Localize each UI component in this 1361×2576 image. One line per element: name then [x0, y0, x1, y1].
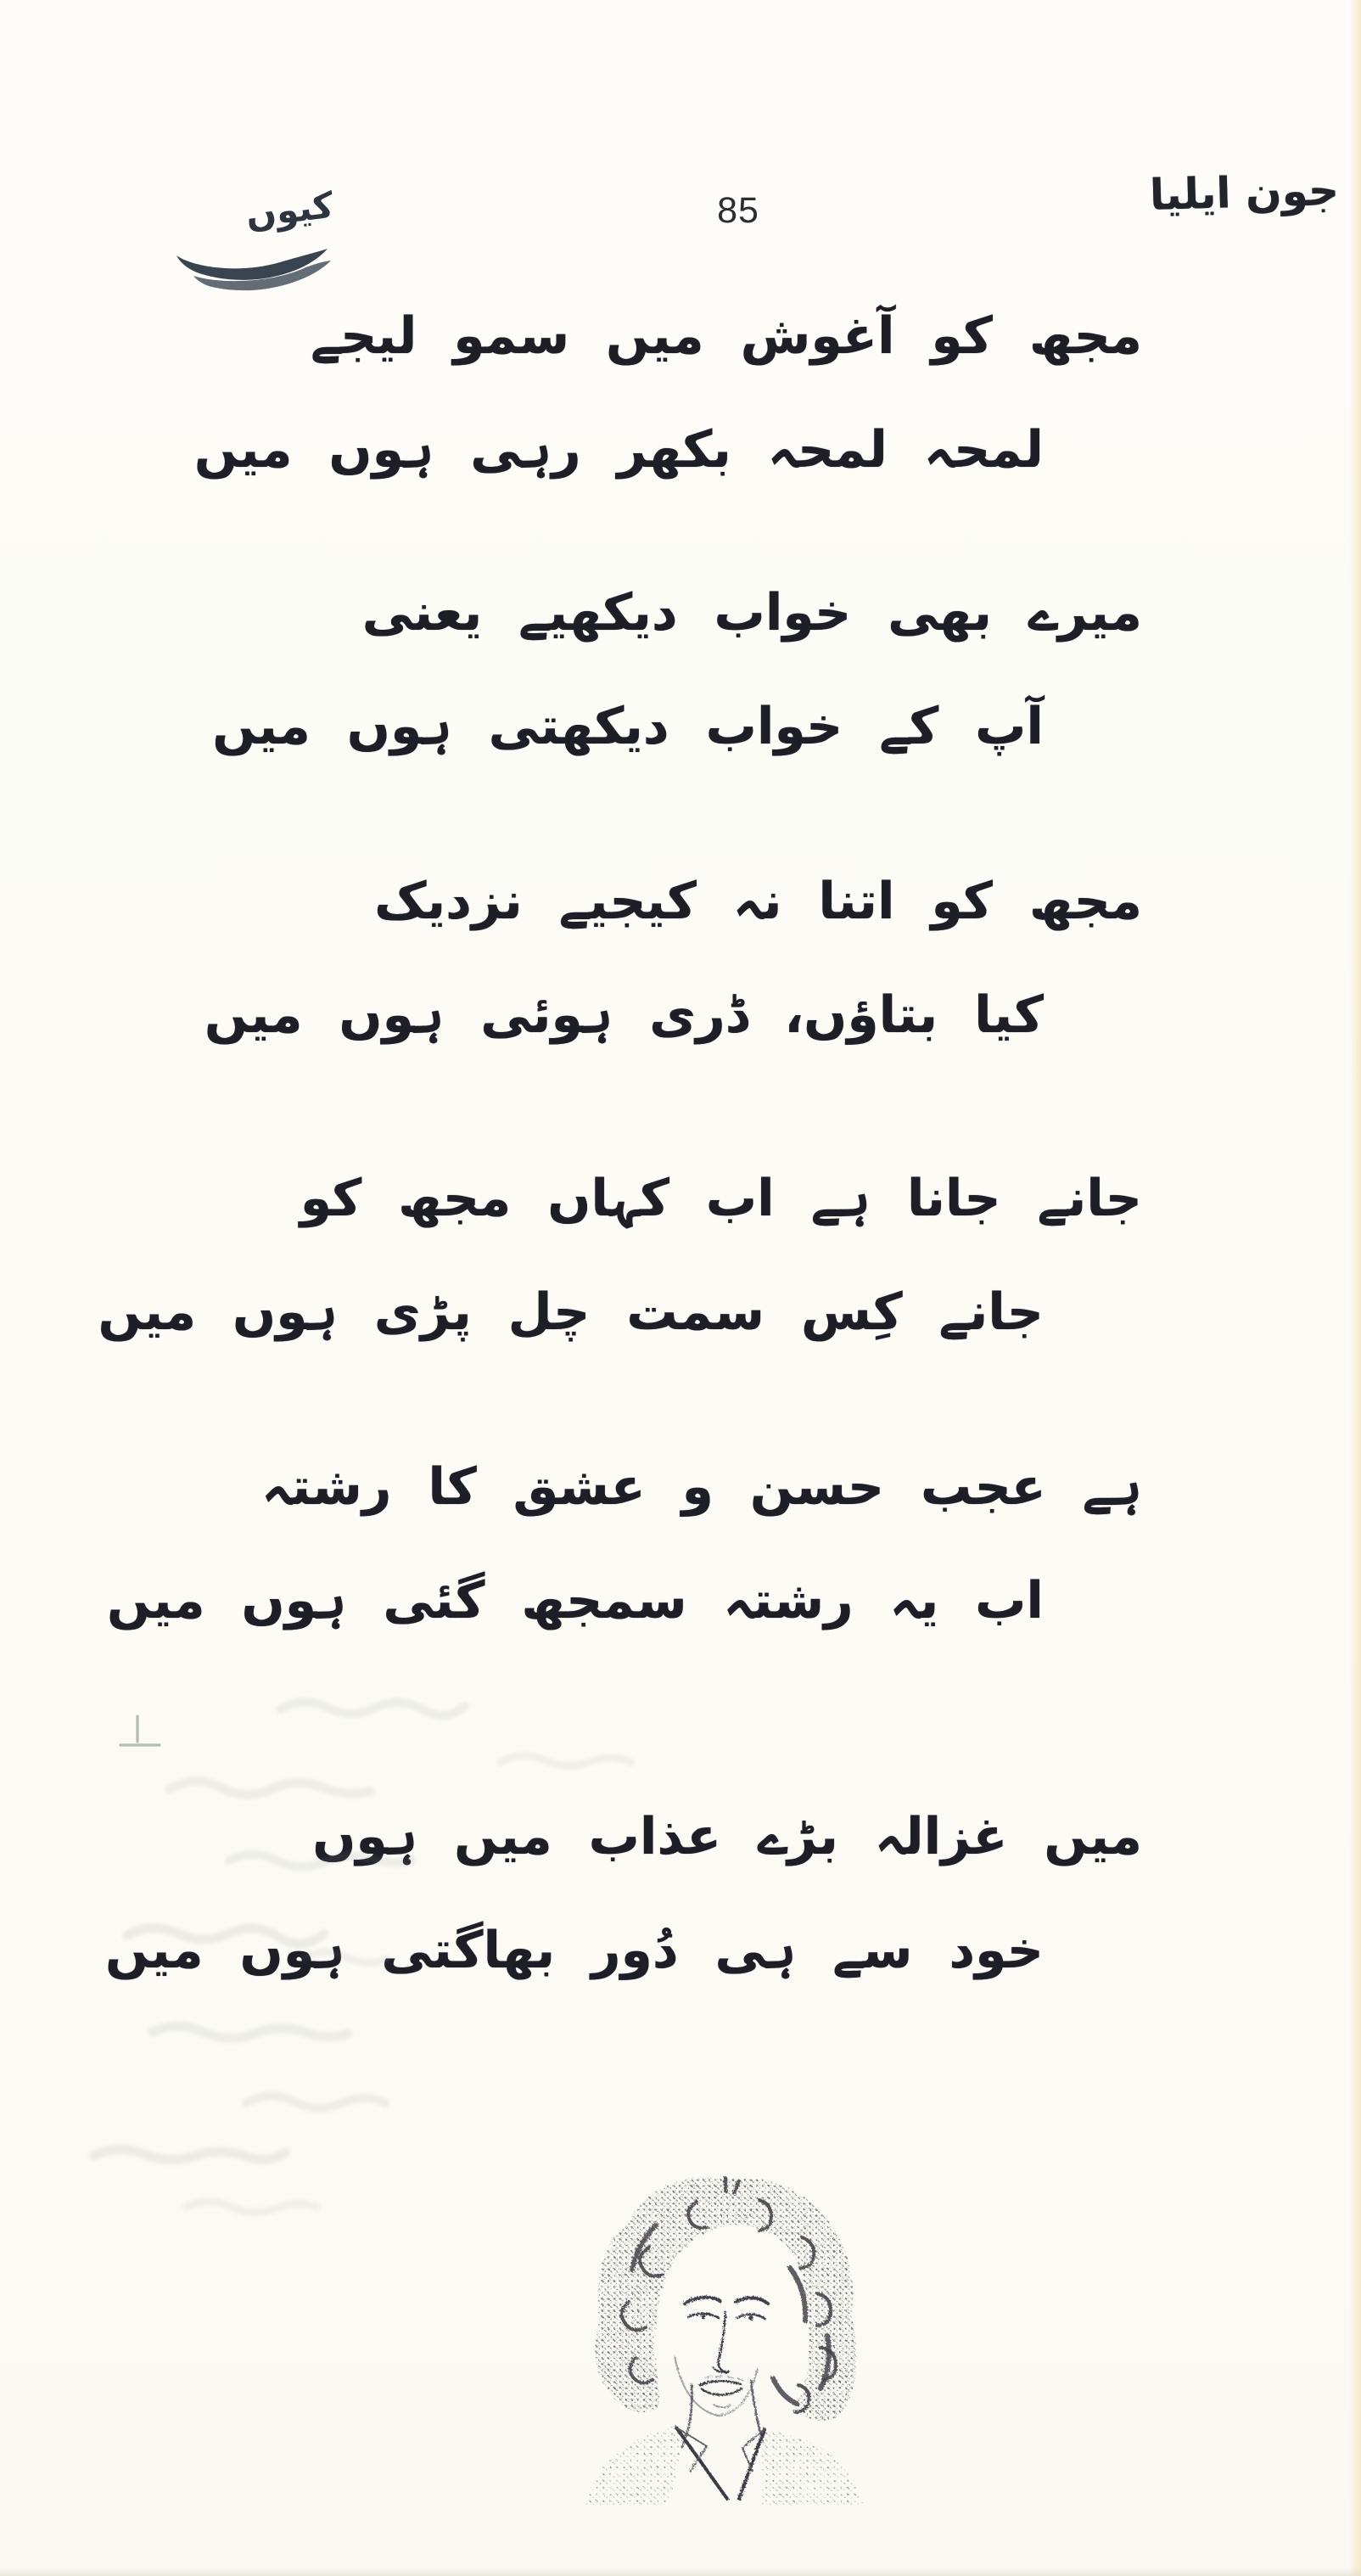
portrait-collar [676, 2427, 765, 2499]
author-name-calligraphy: جون ایلیا [1149, 165, 1340, 220]
couplet-4-line-1: جانے جانا ہے اب کہاں مجھ کو [300, 1169, 1142, 1228]
book-title-text: کیوں [243, 183, 336, 236]
page-right-edge-shade [1349, 0, 1361, 2576]
couplet-4 [98, 1165, 1171, 1346]
portrait-face [671, 2266, 766, 2392]
couplet-5 [106, 1453, 1171, 1635]
couplet-2-line-1: میرے بھی خواب دیکھیے یعنی [361, 583, 1142, 643]
couplet-6 [104, 1803, 1171, 1984]
couplet-6-line-2: خود سے ہی دُور بھاگتی ہوں میں [104, 1921, 1044, 1980]
couplet-2-line-2: آپ کے خواب دیکھتی ہوں میں [212, 697, 1044, 756]
couplet-3-line-2: کیا بتاؤں، ڈری ہوئی ہوں میں [204, 985, 1044, 1045]
page-number: 85 [717, 190, 759, 231]
couplet-1 [193, 302, 1171, 484]
couplet-4-line-2: جانے کِس سمت چل پڑی ہوں میں [98, 1282, 1044, 1342]
couplet-3-line-1: مجھ کو اتنا نہ کیجیے نزدیک [374, 872, 1142, 931]
couplet-6-line-1: میں غزالہ بڑے عذاب میں ہوں [312, 1807, 1142, 1866]
page-bottom-edge-shade [0, 2568, 1361, 2576]
couplet-3 [204, 867, 1171, 1049]
couplet-5-line-2: اب یہ رشتہ سمجھ گئی ہوں میں [106, 1571, 1044, 1630]
couplet-2 [212, 579, 1171, 760]
couplet-5-line-1: ہے عجب حسن و عشق کا رشتہ [261, 1457, 1142, 1517]
book-title-calligraphy [161, 174, 348, 293]
portrait-left-shoulder [585, 2426, 680, 2506]
couplet-1-line-1: مجھ کو آغوش میں سمو لیجے [311, 306, 1142, 366]
poet-portrait-sketch [547, 2166, 904, 2506]
couplet-1-line-2: لمحہ لمحہ بکھر رہی ہوں میں [193, 420, 1044, 480]
portrait-right-shoulder [761, 2431, 863, 2506]
book-title-swash [161, 174, 348, 293]
